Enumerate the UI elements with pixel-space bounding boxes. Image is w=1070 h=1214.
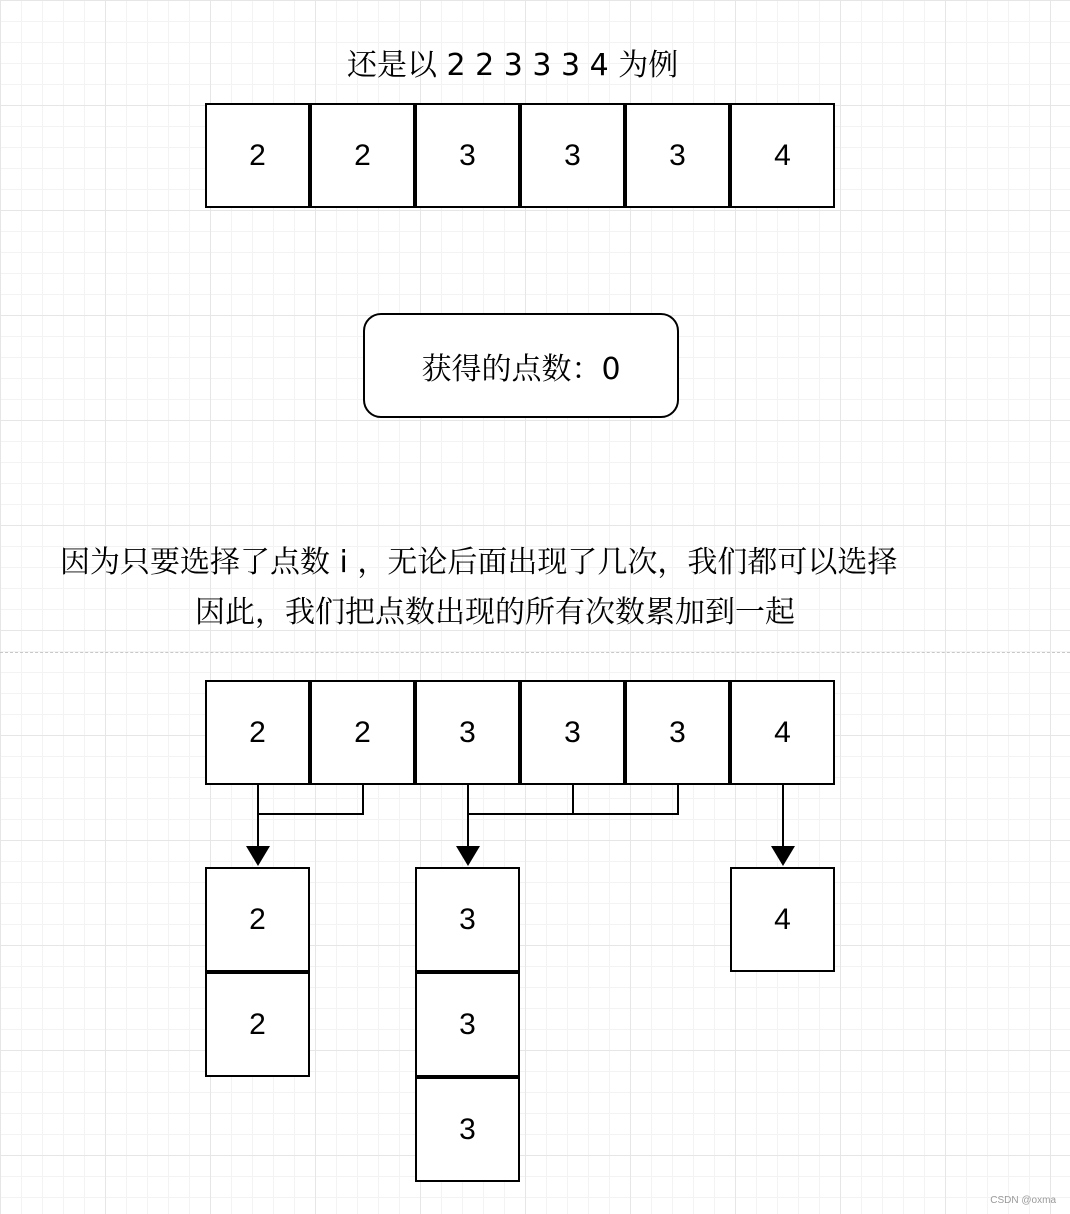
top-cell: 2 xyxy=(205,103,310,208)
connector-line xyxy=(258,785,363,814)
explanation-line-2: 因此，我们把点数出现的所有次数累加到一起 xyxy=(195,595,795,630)
arrow-head xyxy=(456,846,480,866)
top-cell: 3 xyxy=(415,103,520,208)
bottom-cell: 3 xyxy=(520,680,625,785)
group-cell: 2 xyxy=(205,867,310,972)
group-cell: 3 xyxy=(415,972,520,1077)
group-cell: 4 xyxy=(730,867,835,972)
top-cell: 3 xyxy=(625,103,730,208)
top-cell: 4 xyxy=(730,103,835,208)
group-cell: 2 xyxy=(205,972,310,1077)
score-label: 获得的点数：0 xyxy=(421,351,621,387)
watermark: CSDN @oxma xyxy=(990,1195,1056,1206)
group-cell: 3 xyxy=(415,1077,520,1182)
arrow-head xyxy=(771,846,795,866)
bottom-cell: 4 xyxy=(730,680,835,785)
top-cell: 2 xyxy=(310,103,415,208)
bottom-cell: 3 xyxy=(415,680,520,785)
bottom-cell: 2 xyxy=(310,680,415,785)
group-cell: 3 xyxy=(415,867,520,972)
bottom-cell: 2 xyxy=(205,680,310,785)
explanation-line-1: 因为只要选择了点数 i ，无论后面出现了几次，我们都可以选择 xyxy=(60,545,898,580)
diagram-title: 还是以 2 2 3 3 3 4 为例 xyxy=(347,48,679,83)
connector-group-2 xyxy=(258,785,363,848)
connector-group-3 xyxy=(468,785,678,848)
arrow-head xyxy=(246,846,270,866)
bottom-cell: 3 xyxy=(625,680,730,785)
top-cell: 3 xyxy=(520,103,625,208)
